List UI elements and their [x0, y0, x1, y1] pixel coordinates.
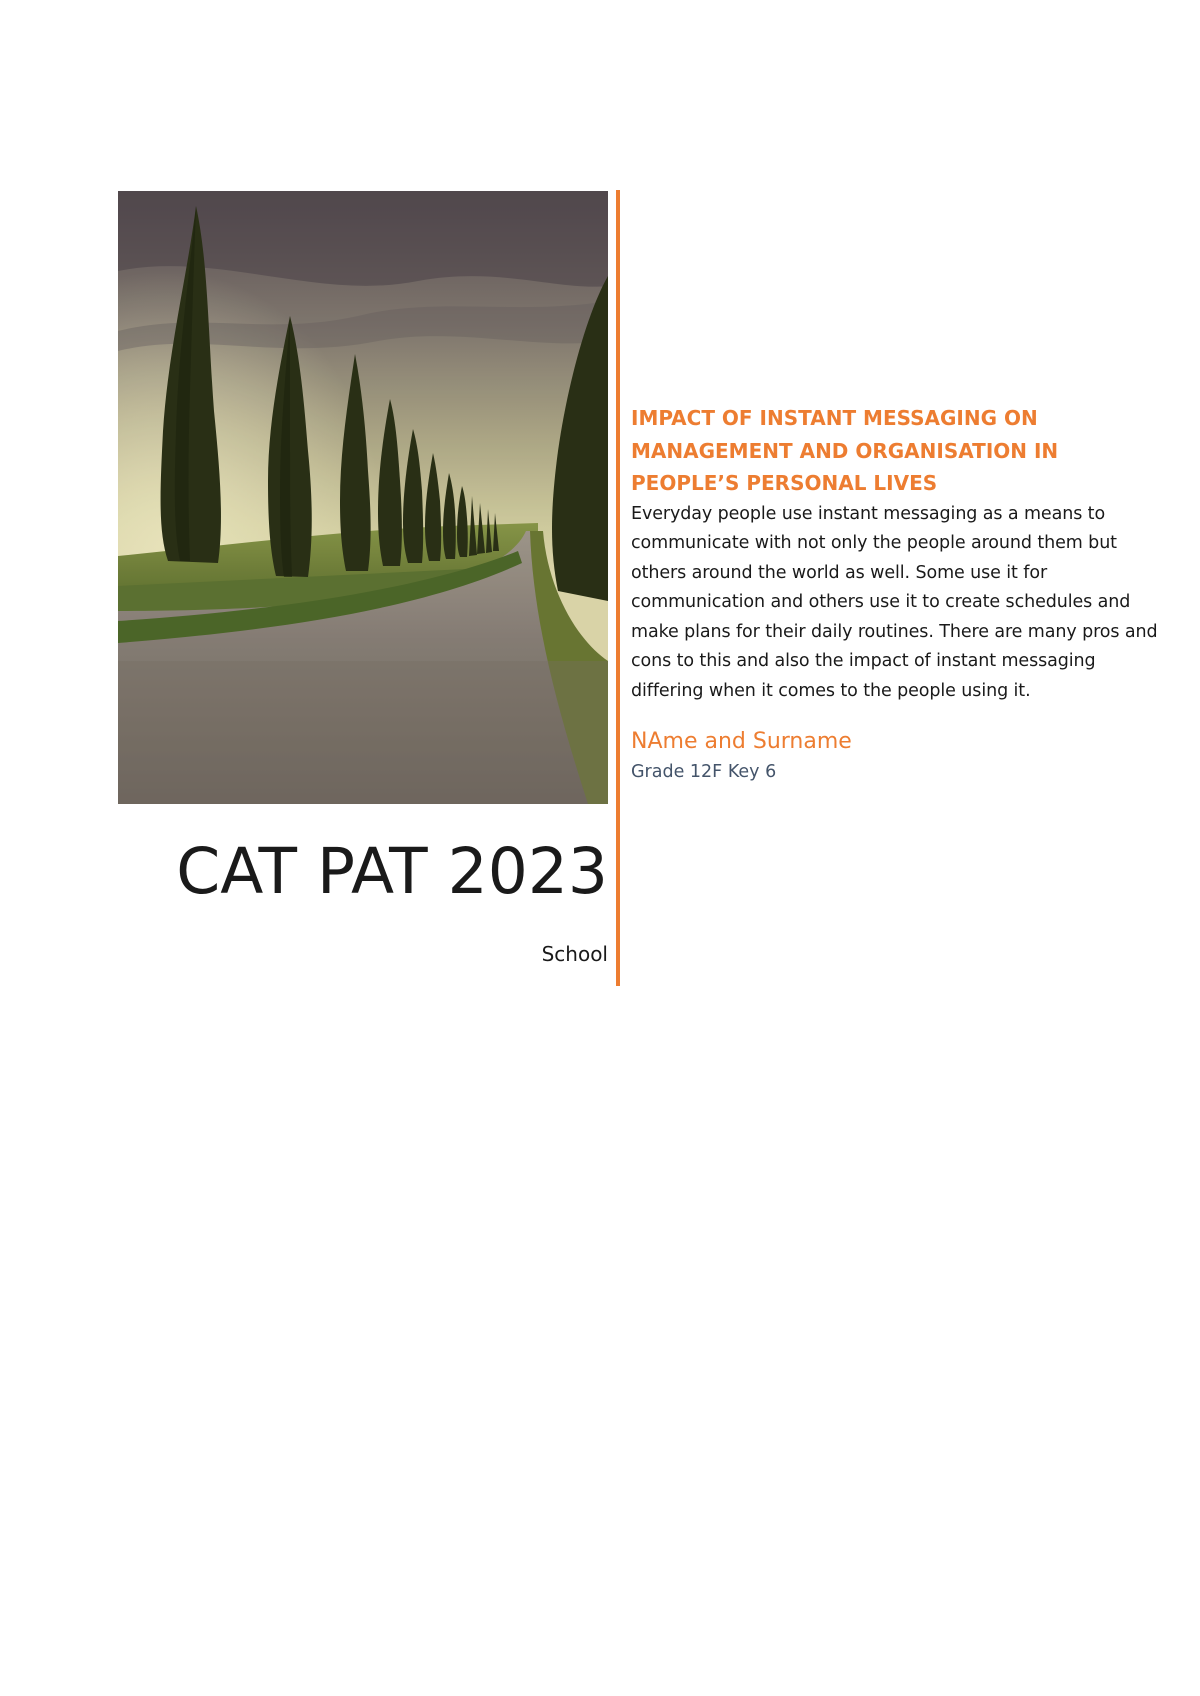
abstract-text: Everyday people use instant messaging as a means to communicate with not only the people around them but others around the world as well. Some use it for communication and others use it to create schedules and make plans for their daily routines. There are many pros and cons to this and also the impact of instant messaging differing when it comes to the people using it. — [631, 503, 1158, 702]
author-name: NAme and Surname — [631, 728, 852, 754]
abstract-heading: IMPACT OF INSTANT MESSAGING ON MANAGEMENT AND ORGANISATION IN PEOPLE’S PERSONAL LIVES — [631, 406, 1059, 495]
cover-photo — [118, 191, 608, 804]
school-label: School — [541, 942, 608, 966]
document-title: CAT PAT 2023 — [176, 835, 608, 908]
abstract-column — [631, 402, 1171, 785]
author-grade: Grade 12F Key 6 — [631, 761, 777, 782]
accent-divider — [616, 190, 620, 986]
